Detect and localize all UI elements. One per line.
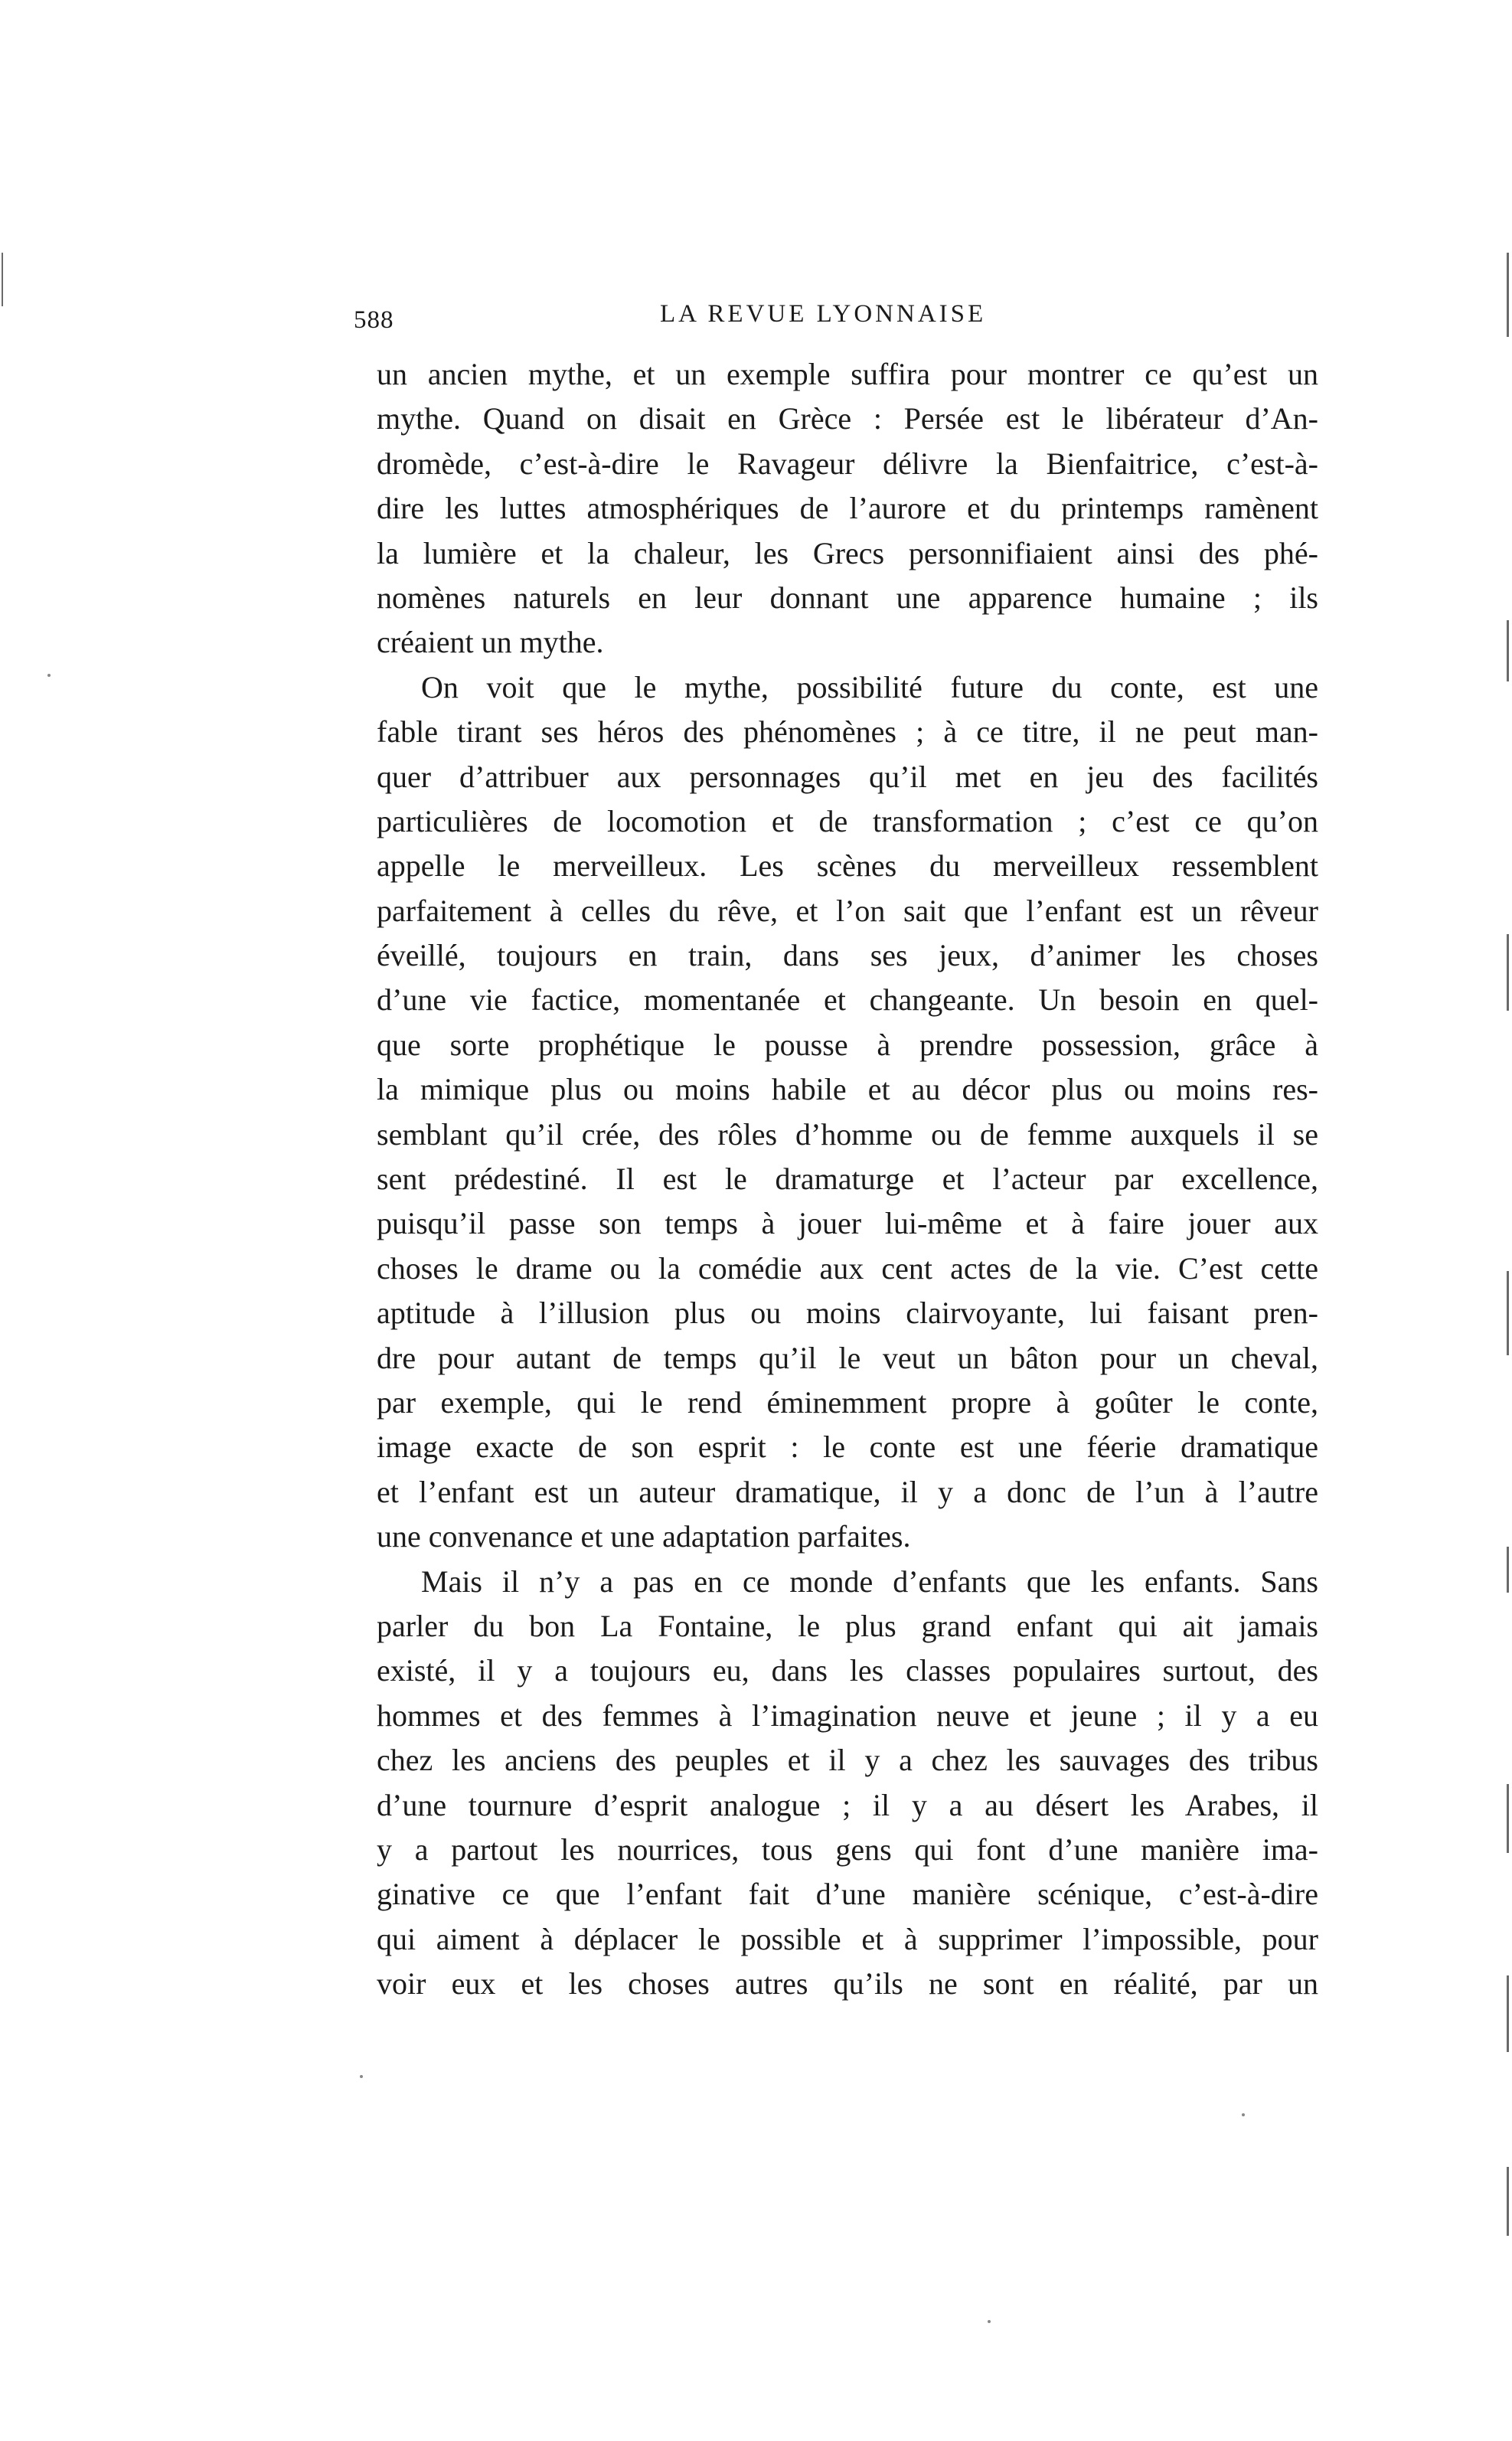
text-line: qui aiment à déplacer le possible et à supprimer l’impossible, pour [377, 1921, 1318, 1956]
text-line: par exemple, qui le rend éminemment propre à goûter le conte, [377, 1384, 1318, 1420]
text-line: dire les luttes atmosphériques de l’aurore et du printemps ramènent [377, 491, 1318, 526]
scan-edge-mark [1507, 253, 1509, 337]
scan-edge-mark [1507, 620, 1509, 681]
text-line: fable tirant ses héros des phénomènes ; à ce titre, il ne peut man- [377, 714, 1318, 750]
scan-edge-mark [1507, 1271, 1509, 1355]
scan-edge-mark [1507, 1784, 1509, 1853]
text-line: appelle le merveilleux. Les scènes du merveilleux ressemblent [377, 848, 1318, 884]
paragraph-1 [377, 352, 1318, 665]
paragraph-2 [377, 665, 1318, 1560]
text-line: hommes et des femmes à l’imagination neuve et jeune ; il y a eu [377, 1698, 1318, 1733]
text-line: quer d’attribuer aux personnages qu’il met en jeu des facilités [377, 759, 1318, 794]
text-line: d’une vie factice, momentanée et changeante. Un besoin en quel- [377, 982, 1318, 1018]
scan-edge-mark [1507, 1547, 1509, 1593]
text-line: la lumière et la chaleur, les Grecs personnifiaient ainsi des phé- [377, 535, 1318, 570]
text-line: et l’enfant est un auteur dramatique, il y a donc de l’un à l’autre [377, 1474, 1318, 1509]
text-line: un ancien mythe, et un exemple suffira pour montrer ce qu’est un [377, 357, 1318, 391]
page-header [354, 300, 1341, 346]
text-line: sent prédestiné. Il est le dramaturge et l’acteur par excellence, [377, 1162, 1318, 1197]
text-line: aptitude à l’illusion plus ou moins clairvoyante, lui faisant pren- [377, 1296, 1318, 1331]
scan-edge-mark [2, 253, 3, 306]
scan-speck [1242, 2113, 1245, 2116]
scan-edge-mark [1507, 1975, 1509, 2052]
scan-edge-mark [1507, 934, 1509, 1011]
text-line: On voit que le mythe, possibilité future du conte, est une [421, 669, 1318, 704]
text-line: parler du bon La Fontaine, le plus grand enfant qui ait jamais [377, 1608, 1318, 1643]
text-line: existé, il y a toujours eu, dans les classes populaires surtout, des [377, 1653, 1318, 1688]
text-line: dre pour autant de temps qu’il le veut un bâton pour un cheval, [377, 1340, 1318, 1375]
text-line: que sorte prophétique le pousse à prendre possession, grâce à [377, 1027, 1318, 1062]
text-line: semblant qu’il crée, des rôles d’homme ou de femme auxquels il se [377, 1116, 1318, 1152]
paragraph-3 [377, 1560, 1318, 2007]
text-line: y a partout les nourrices, tous gens qui font d’une manière ima- [377, 1832, 1318, 1867]
scan-speck [988, 2320, 991, 2323]
page-number: 588 [354, 306, 394, 334]
text-line: éveillé, toujours en train, dans ses jeux, d’animer les choses [377, 938, 1318, 973]
text-line: dromède, c’est-à-dire le Ravageur délivre la Bienfaitrice, c’est-à- [377, 446, 1318, 481]
text-line: créaient un mythe. [377, 625, 604, 660]
text-line: particulières de locomotion et de transformation ; c’est ce qu’on [377, 803, 1318, 838]
scan-speck [360, 2075, 363, 2078]
text-line: parfaitement à celles du rêve, et l’on sait que l’enfant est un rêveur [377, 893, 1318, 928]
text-line: ginative ce que l’enfant fait d’une manière scénique, c’est-à-dire [377, 1877, 1318, 1912]
text-line: nomènes naturels en leur donnant une apparence humaine ; ils [377, 580, 1318, 615]
text-line: Mais il n’y a pas en ce monde d’enfants que les enfants. Sans [421, 1564, 1318, 1599]
scan-edge-mark [1507, 2167, 1509, 2236]
text-line: chez les anciens des peuples et il y a chez les sauvages des tribus [377, 1743, 1318, 1778]
text-line: puisqu’il passe son temps à jouer lui-même et à faire jouer aux [377, 1206, 1318, 1241]
running-title: LA REVUE LYONNAISE [660, 300, 987, 328]
body-text [377, 352, 1318, 2006]
text-line: d’une tournure d’esprit analogue ; il y a au désert les Arabes, il [377, 1787, 1318, 1822]
text-line: image exacte de son esprit : le conte est une féerie dramatique [377, 1430, 1318, 1465]
scan-speck [47, 674, 51, 677]
text-line: mythe. Quand on disait en Grèce : Persée est le libérateur d’An- [377, 401, 1318, 436]
text-line: voir eux et les choses autres qu’ils ne sont en réalité, par un [377, 1966, 1318, 2001]
text-line: la mimique plus ou moins habile et au décor plus ou moins res- [377, 1072, 1318, 1107]
text-line: une convenance et une adaptation parfaites. [377, 1519, 911, 1554]
text-line: choses le drame ou la comédie aux cent actes de la vie. C’est cette [377, 1250, 1318, 1286]
